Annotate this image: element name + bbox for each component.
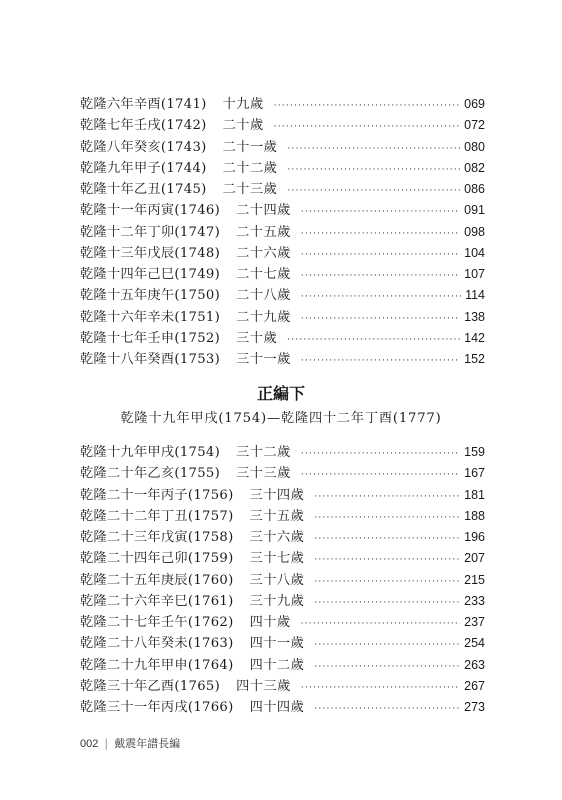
toc-dot-leader [301,271,460,281]
toc-entry[interactable] [80,632,485,653]
toc-entry[interactable] [80,547,485,568]
toc-entry-year: 乾隆二十年乙亥(1755) [80,466,221,482]
toc-entry-age: 二十五歲 [236,224,291,240]
toc-entry-age: 三十八歲 [249,572,305,588]
toc-entry[interactable] [80,157,485,178]
toc-entry-page: 263 [464,657,485,672]
toc-entry[interactable] [80,242,485,263]
toc-entry[interactable] [80,263,485,284]
toc-entry-page: 167 [464,466,485,481]
toc-entry-age: 三十一歲 [236,352,291,367]
footer-page-number: 002 [80,738,99,750]
toc-dot-leader [287,165,460,175]
toc-list-upper [80,93,485,369]
toc-dot-leader [314,662,460,672]
toc-entry-page: 207 [464,551,485,566]
toc-entry-page: 086 [464,182,485,196]
toc-entry-year: 乾隆七年壬戌(1742) [80,118,207,134]
toc-dot-leader [314,704,460,714]
toc-entry-page: 188 [464,508,485,523]
toc-entry[interactable] [80,221,485,242]
toc-dot-leader [287,144,460,154]
toc-entry-page: 196 [464,530,485,544]
toc-entry-year: 乾隆九年甲子(1744) [80,160,207,176]
footer-separator: | [104,737,109,750]
toc-entry-page: 138 [464,309,485,324]
toc-entry-page: 181 [464,487,485,502]
toc-entry-year: 乾隆十五年庚午(1750) [80,288,221,304]
toc-entry[interactable] [80,675,485,696]
toc-entry-page: 091 [464,203,485,218]
toc-entry[interactable] [80,526,485,547]
toc-entry-age: 二十九歲 [236,309,291,325]
toc-entry-year: 乾隆三十年乙酉(1765) [80,678,221,694]
toc-entry-age: 三十四歲 [249,487,305,503]
toc-dot-leader [301,207,460,217]
toc-entry-age: 四十二歲 [249,657,305,673]
toc-entry[interactable] [80,462,485,483]
toc-entry[interactable] [80,441,485,462]
toc-dot-leader [301,292,461,302]
toc-entry-age: 十九歲 [222,97,264,112]
toc-entry-page: 098 [464,224,485,239]
toc-entry-page: 215 [464,572,485,587]
toc-entry-page: 237 [464,615,485,629]
toc-entry[interactable] [80,569,485,590]
toc-entry-year: 乾隆三十一年丙戌(1766) [80,700,234,715]
toc-entry-age: 三十九歲 [249,593,305,609]
toc-entry[interactable] [80,505,485,526]
toc-dot-leader [301,449,460,459]
toc-entry-age: 三十歲 [236,330,278,346]
toc-dot-leader [314,598,460,608]
toc-entry-year: 乾隆十七年壬申(1752) [80,330,221,346]
toc-dot-leader [301,619,461,629]
toc-entry-age: 二十七歲 [236,267,291,282]
toc-entry-age: 四十三歲 [236,678,291,694]
toc-entry-page: 254 [464,636,485,651]
toc-entry-page: 104 [464,245,485,260]
toc-entry[interactable] [80,114,485,135]
toc-entry-age: 四十歲 [249,615,291,630]
toc-entry-year: 乾隆二十四年己卯(1759) [80,551,234,567]
toc-entry-age: 三十七歲 [249,551,305,567]
toc-entry-page: 082 [464,160,485,175]
toc-entry-page: 233 [464,593,485,608]
toc-entry[interactable] [80,654,485,675]
section-title: 正編下 [256,384,305,403]
toc-entry-page: 152 [464,352,485,366]
toc-dot-leader [274,122,461,132]
toc-entry-age: 二十一歲 [222,139,278,155]
toc-dot-leader [314,640,460,650]
toc-entry[interactable] [80,284,485,305]
toc-entry-year: 乾隆二十九年甲申(1764) [80,657,234,673]
toc-entry-year: 乾隆二十三年戊寅(1758) [80,530,234,545]
toc-entry[interactable] [80,696,485,717]
toc-dot-leader [301,250,460,260]
page-footer [80,735,180,751]
toc-entry-year: 乾隆二十八年癸未(1763) [80,636,234,652]
toc-entry[interactable] [80,306,485,327]
toc-dot-leader [301,683,460,693]
toc-dot-leader [301,314,460,324]
toc-dot-leader [287,186,460,196]
toc-entry-year: 乾隆十年乙丑(1745) [80,182,207,197]
toc-entry-page: 267 [464,678,485,693]
toc-entry[interactable] [80,611,485,632]
toc-dot-leader [314,492,460,502]
toc-entry-age: 二十三歲 [222,182,278,197]
toc-entry-year: 乾隆十二年丁卯(1747) [80,224,221,240]
toc-dot-leader [301,356,460,366]
toc-entry-age: 二十八歲 [236,288,291,304]
toc-dot-leader [314,513,460,523]
toc-entry-year: 乾隆十九年甲戌(1754) [80,445,221,460]
toc-entry[interactable] [80,178,485,199]
toc-dot-leader [301,470,460,480]
toc-entry[interactable] [80,199,485,220]
toc-entry[interactable] [80,136,485,157]
toc-entry-year: 乾隆十八年癸酉(1753) [80,352,221,367]
toc-entry-age: 二十二歲 [222,160,278,176]
toc-dot-leader [287,335,460,345]
toc-entry-age: 四十一歲 [249,636,305,652]
toc-entry-age: 四十四歲 [249,700,305,715]
toc-entry-age: 三十三歲 [236,466,291,482]
toc-entry-year: 乾隆二十七年壬午(1762) [80,615,234,630]
toc-dot-leader [274,101,461,111]
toc-entry-year: 乾隆十三年戊辰(1748) [80,245,221,261]
toc-entry-year: 乾隆十四年己巳(1749) [80,267,221,282]
toc-entry-page: 072 [464,118,485,133]
toc-entry-age: 二十六歲 [236,245,291,261]
toc-entry-age: 三十六歲 [249,530,305,545]
toc-entry[interactable] [80,590,485,611]
toc-dot-leader [314,534,460,544]
toc-entry[interactable] [80,327,485,348]
toc-entry-year: 乾隆六年辛酉(1741) [80,97,207,112]
toc-entry-page: 273 [464,700,485,714]
toc-entry-year: 乾隆二十一年丙子(1756) [80,487,234,503]
toc-entry-page: 142 [464,330,485,345]
toc-entry-page: 069 [464,97,485,111]
toc-entry[interactable] [80,484,485,505]
toc-dot-leader [301,229,460,239]
toc-entry-age: 二十歲 [222,118,264,134]
toc-entry-page: 114 [465,288,485,303]
toc-entry-year: 乾隆二十五年庚辰(1760) [80,572,234,588]
footer-book-title: 戴震年譜長編 [114,737,181,750]
toc-dot-leader [314,577,460,587]
toc-entry-year: 乾隆十一年丙寅(1746) [80,203,221,219]
toc-entry-year: 乾隆二十二年丁丑(1757) [80,508,234,524]
toc-entry-year: 乾隆二十六年辛巳(1761) [80,593,234,609]
toc-entry-page: 107 [464,267,485,281]
toc-entry-year: 乾隆八年癸亥(1743) [80,139,207,155]
toc-entry-page: 080 [464,139,485,154]
toc-list-lower [80,441,485,717]
toc-entry-age: 三十五歲 [249,508,305,524]
toc-entry-age: 二十四歲 [236,203,291,219]
section-subtitle: 乾隆十九年甲戌(1754)—乾隆四十二年丁酉(1777) [120,411,442,426]
toc-entry-year: 乾隆十六年辛未(1751) [80,309,221,325]
toc-entry[interactable] [80,93,485,114]
toc-entry[interactable] [80,348,485,369]
toc-entry-age: 三十二歲 [236,445,291,460]
toc-entry-page: 159 [464,445,485,459]
toc-dot-leader [314,555,460,565]
